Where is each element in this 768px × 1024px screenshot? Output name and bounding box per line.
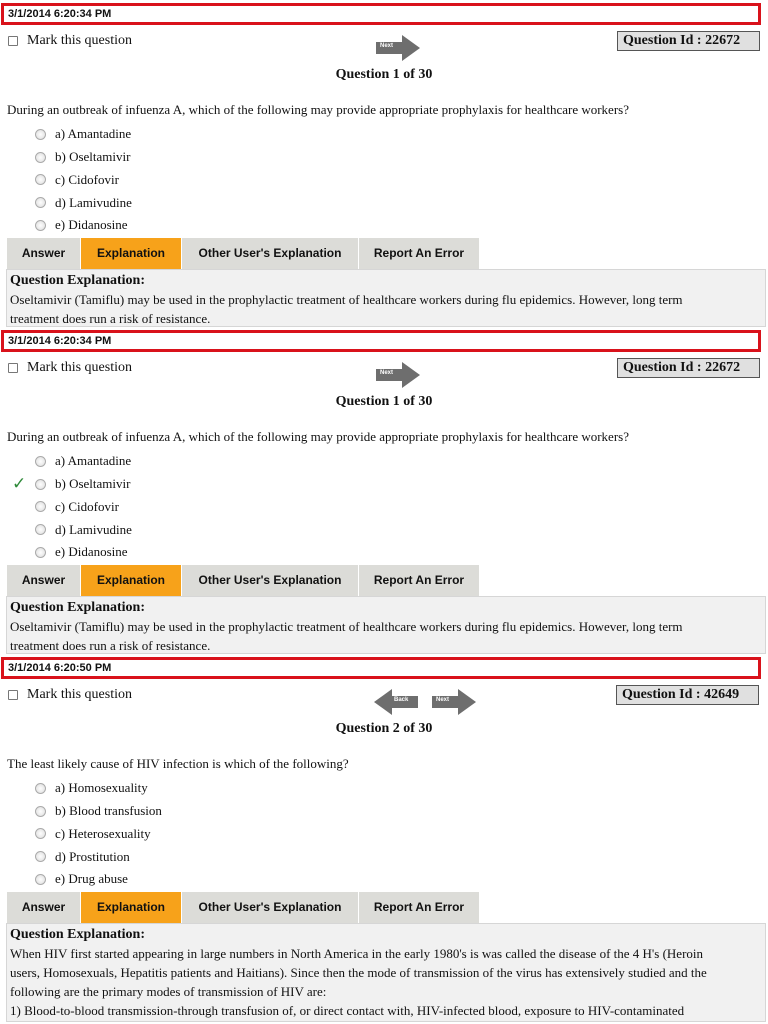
tab-explanation[interactable]: Explanation <box>81 238 182 269</box>
radio-button[interactable] <box>35 524 46 535</box>
option-label: d) Lamivudine <box>55 521 132 537</box>
explanation-line: users, Homosexuals, Hepatitis patients and Haitians). Since then the mode of transmission of the virus has extensively studied and the <box>10 965 707 980</box>
next-label: Next <box>436 697 450 703</box>
radio-button[interactable] <box>35 479 46 490</box>
option-label: b) Oseltamivir <box>55 149 131 165</box>
tab-report-an-error[interactable]: Report An Error <box>359 892 480 923</box>
answer-option[interactable] <box>35 518 132 541</box>
question-number: Question 2 of 30 <box>335 721 433 736</box>
answer-option[interactable] <box>35 868 162 891</box>
radio-button[interactable] <box>35 783 46 794</box>
answer-option[interactable] <box>35 146 132 169</box>
explanation-heading: Question Explanation: <box>10 927 145 942</box>
timestamp: 3/1/2014 6:20:34 PM <box>8 8 112 20</box>
mark-question[interactable] <box>8 360 132 376</box>
answer-options <box>35 123 132 237</box>
radio-button[interactable] <box>35 197 46 208</box>
option-label: c) Cidofovir <box>55 171 119 187</box>
option-label: e) Didanosine <box>55 217 128 233</box>
option-label: a) Amantadine <box>55 453 132 469</box>
answer-option[interactable] <box>35 214 132 237</box>
tab-explanation[interactable]: Explanation <box>81 892 182 923</box>
mark-checkbox[interactable] <box>8 690 18 700</box>
question-id: Question Id : 22672 <box>617 358 760 378</box>
radio-button[interactable] <box>35 129 46 140</box>
next-label: Next <box>380 370 394 376</box>
next-button[interactable] <box>374 360 422 390</box>
answer-options <box>12 450 132 564</box>
tab-report-an-error[interactable]: Report An Error <box>359 238 480 269</box>
mark-label: Mark this question <box>27 687 132 702</box>
answer-option[interactable] <box>35 800 162 823</box>
radio-button[interactable] <box>35 828 46 839</box>
radio-button[interactable] <box>35 174 46 185</box>
answer-option[interactable] <box>35 191 132 214</box>
timestamp: 3/1/2014 6:20:50 PM <box>8 662 112 674</box>
option-label: d) Prostitution <box>55 848 130 864</box>
tab-other-user-s-explanation[interactable]: Other User's Explanation <box>182 565 359 596</box>
explanation-line: treatment does run a risk of resistance. <box>10 311 211 326</box>
explanation-heading: Question Explanation: <box>10 600 145 615</box>
radio-button[interactable] <box>35 152 46 163</box>
timestamp-bar <box>1 3 761 25</box>
radio-button[interactable] <box>35 851 46 862</box>
mark-question[interactable] <box>8 687 132 703</box>
question-id: Question Id : 22672 <box>617 31 760 51</box>
next-label: Next <box>380 43 394 49</box>
timestamp: 3/1/2014 6:20:34 PM <box>8 335 112 347</box>
tab-explanation[interactable]: Explanation <box>81 565 182 596</box>
option-label: e) Didanosine <box>55 544 128 560</box>
mark-checkbox[interactable] <box>8 36 18 46</box>
tab-other-user-s-explanation[interactable]: Other User's Explanation <box>182 238 359 269</box>
explanation-line: Oseltamivir (Tamiflu) may be used in the prophylactic treatment of healthcare workers during flu epidemics. However, long term <box>10 292 683 307</box>
option-label: e) Drug abuse <box>55 871 128 887</box>
answer-option[interactable] <box>35 496 132 519</box>
radio-button[interactable] <box>35 220 46 231</box>
question-text: The least likely cause of HIV infection is which of the following? <box>7 756 349 771</box>
explanation-heading: Question Explanation: <box>10 273 145 288</box>
tab-report-an-error[interactable]: Report An Error <box>359 565 480 596</box>
question-text: During an outbreak of infuenza A, which of the following may provide appropriate prophylaxis for healthcare workers? <box>7 102 629 117</box>
answer-option[interactable] <box>35 541 132 564</box>
option-label: a) Amantadine <box>55 126 132 142</box>
timestamp-bar <box>1 657 761 679</box>
answer-option[interactable] <box>35 777 162 800</box>
tab-bar <box>7 892 480 923</box>
answer-option[interactable] <box>35 169 132 192</box>
explanation-line: When HIV first started appearing in large numbers in North America in the early 1980's is was called the disease of the 4 H's (Heroin <box>10 946 704 961</box>
option-label: b) Blood transfusion <box>55 803 162 819</box>
next-button[interactable] <box>430 687 478 717</box>
tab-bar <box>7 238 480 269</box>
explanation-line: 1) Blood-to-blood transmission-through transfusion of, or direct contact with, HIV-infected blood, exposure to HIV-contaminated <box>10 1003 685 1018</box>
mark-question[interactable] <box>8 33 132 49</box>
question-number: Question 1 of 30 <box>335 394 433 409</box>
explanation-panel <box>6 596 766 654</box>
tab-other-user-s-explanation[interactable]: Other User's Explanation <box>182 892 359 923</box>
option-label: c) Heterosexuality <box>55 825 151 841</box>
mark-label: Mark this question <box>27 360 132 375</box>
answer-option[interactable] <box>35 845 162 868</box>
radio-button[interactable] <box>35 456 46 467</box>
answer-options <box>35 777 162 891</box>
tab-answer[interactable]: Answer <box>7 565 81 596</box>
answer-option[interactable] <box>35 123 132 146</box>
radio-button[interactable] <box>35 806 46 817</box>
back-button[interactable] <box>372 687 420 717</box>
question-text: During an outbreak of infuenza A, which of the following may provide appropriate prophylaxis for healthcare workers? <box>7 429 629 444</box>
explanation-line: Oseltamivir (Tamiflu) may be used in the prophylactic treatment of healthcare workers during flu epidemics. However, long term <box>10 619 683 634</box>
option-label: a) Homosexuality <box>55 780 148 796</box>
question-id: Question Id : 42649 <box>616 685 759 705</box>
answer-option[interactable] <box>35 823 162 846</box>
explanation-line: following are the primary modes of transmission of HIV are: <box>10 984 327 999</box>
option-label: d) Lamivudine <box>55 194 132 210</box>
tab-answer[interactable]: Answer <box>7 238 81 269</box>
radio-button[interactable] <box>35 501 46 512</box>
correct-check-icon: ✓ <box>12 474 27 494</box>
next-button[interactable] <box>374 33 422 63</box>
option-label: c) Cidofovir <box>55 498 119 514</box>
option-label: b) Oseltamivir <box>55 476 131 492</box>
tab-bar <box>7 565 480 596</box>
answer-option[interactable] <box>35 450 132 473</box>
radio-button[interactable] <box>35 547 46 558</box>
question-number: Question 1 of 30 <box>335 67 433 82</box>
explanation-panel <box>6 923 766 1022</box>
explanation-panel <box>6 269 766 327</box>
mark-label: Mark this question <box>27 33 132 48</box>
explanation-line: treatment does run a risk of resistance. <box>10 638 211 653</box>
mark-checkbox[interactable] <box>8 363 18 373</box>
tab-answer[interactable]: Answer <box>7 892 81 923</box>
timestamp-bar <box>1 330 761 352</box>
back-label: Back <box>394 697 409 703</box>
radio-button[interactable] <box>35 874 46 885</box>
answer-option[interactable] <box>12 473 132 496</box>
